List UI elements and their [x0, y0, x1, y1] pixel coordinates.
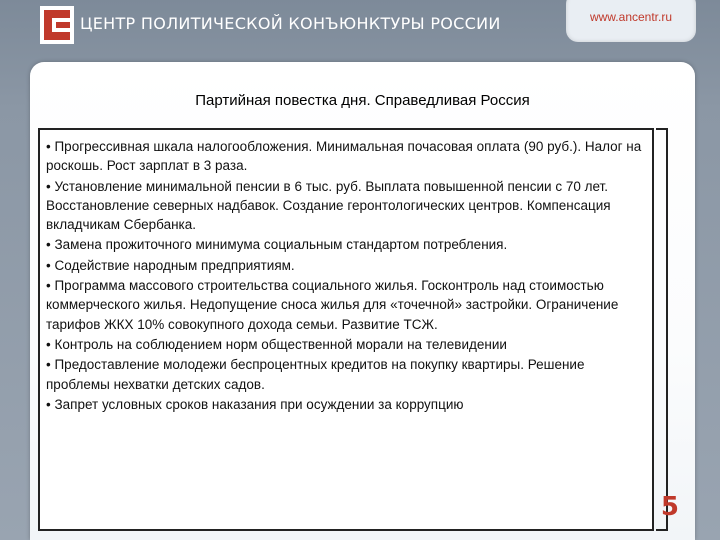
slide-title: Партийная повестка дня. Справедливая Россия	[195, 92, 530, 109]
bullet-item: • Замена прожиточного минимума социальным стандартом потребления.	[46, 237, 508, 253]
bullet-item: • Прогрессивная шкала налогообложения. Минимальная почасовая оплата (90 руб.). Налог на роскошь. Рост зарплат в 3 раза.	[46, 139, 642, 174]
brand-title: ЦЕНТР ПОЛИТИЧЕСКОЙ КОНЪЮНКТУРЫ РОССИИ	[80, 14, 501, 33]
bullet-item: • Программа массового строительства социального жилья. Госконтроль над стоимостью коммерческого жилья. Недопущение сноса жилья для «точечной» застройки. Ограничение тарифов ЖКХ 10% совокупного дохода семьи. Развитие ТСЖ.	[46, 278, 619, 332]
bullet-item: • Установление минимальной пенсии в 6 тыс. руб. Выплата повышенной пенсии с 70 лет. Восстановление северных надбавок. Создание геронтологических центров. Компенсация вкладчикам Сбербанка.	[46, 178, 611, 233]
site-url-link[interactable]: www.ancentr.ru	[589, 10, 673, 24]
bullet-item: • Содействие народным предприятиям.	[46, 257, 295, 273]
page-number: 5	[660, 492, 679, 522]
box-side-border	[656, 128, 668, 531]
bullet-box	[38, 128, 654, 531]
slide-panel	[30, 62, 695, 540]
bullet-item: • Запрет условных сроков наказания при осуждении за коррупцию	[46, 396, 464, 412]
bullet-item: • Контроль на соблюдением норм общественной морали на телевидении	[46, 336, 507, 352]
bullet-list	[46, 137, 644, 414]
url-tab[interactable]	[566, 0, 696, 42]
bullet-item: • Предоставление молодежи беспроцентных кредитов на покупку квартиры. Решение проблемы нехватки детских садов.	[46, 357, 585, 392]
ccpr-logo-icon	[40, 6, 74, 44]
